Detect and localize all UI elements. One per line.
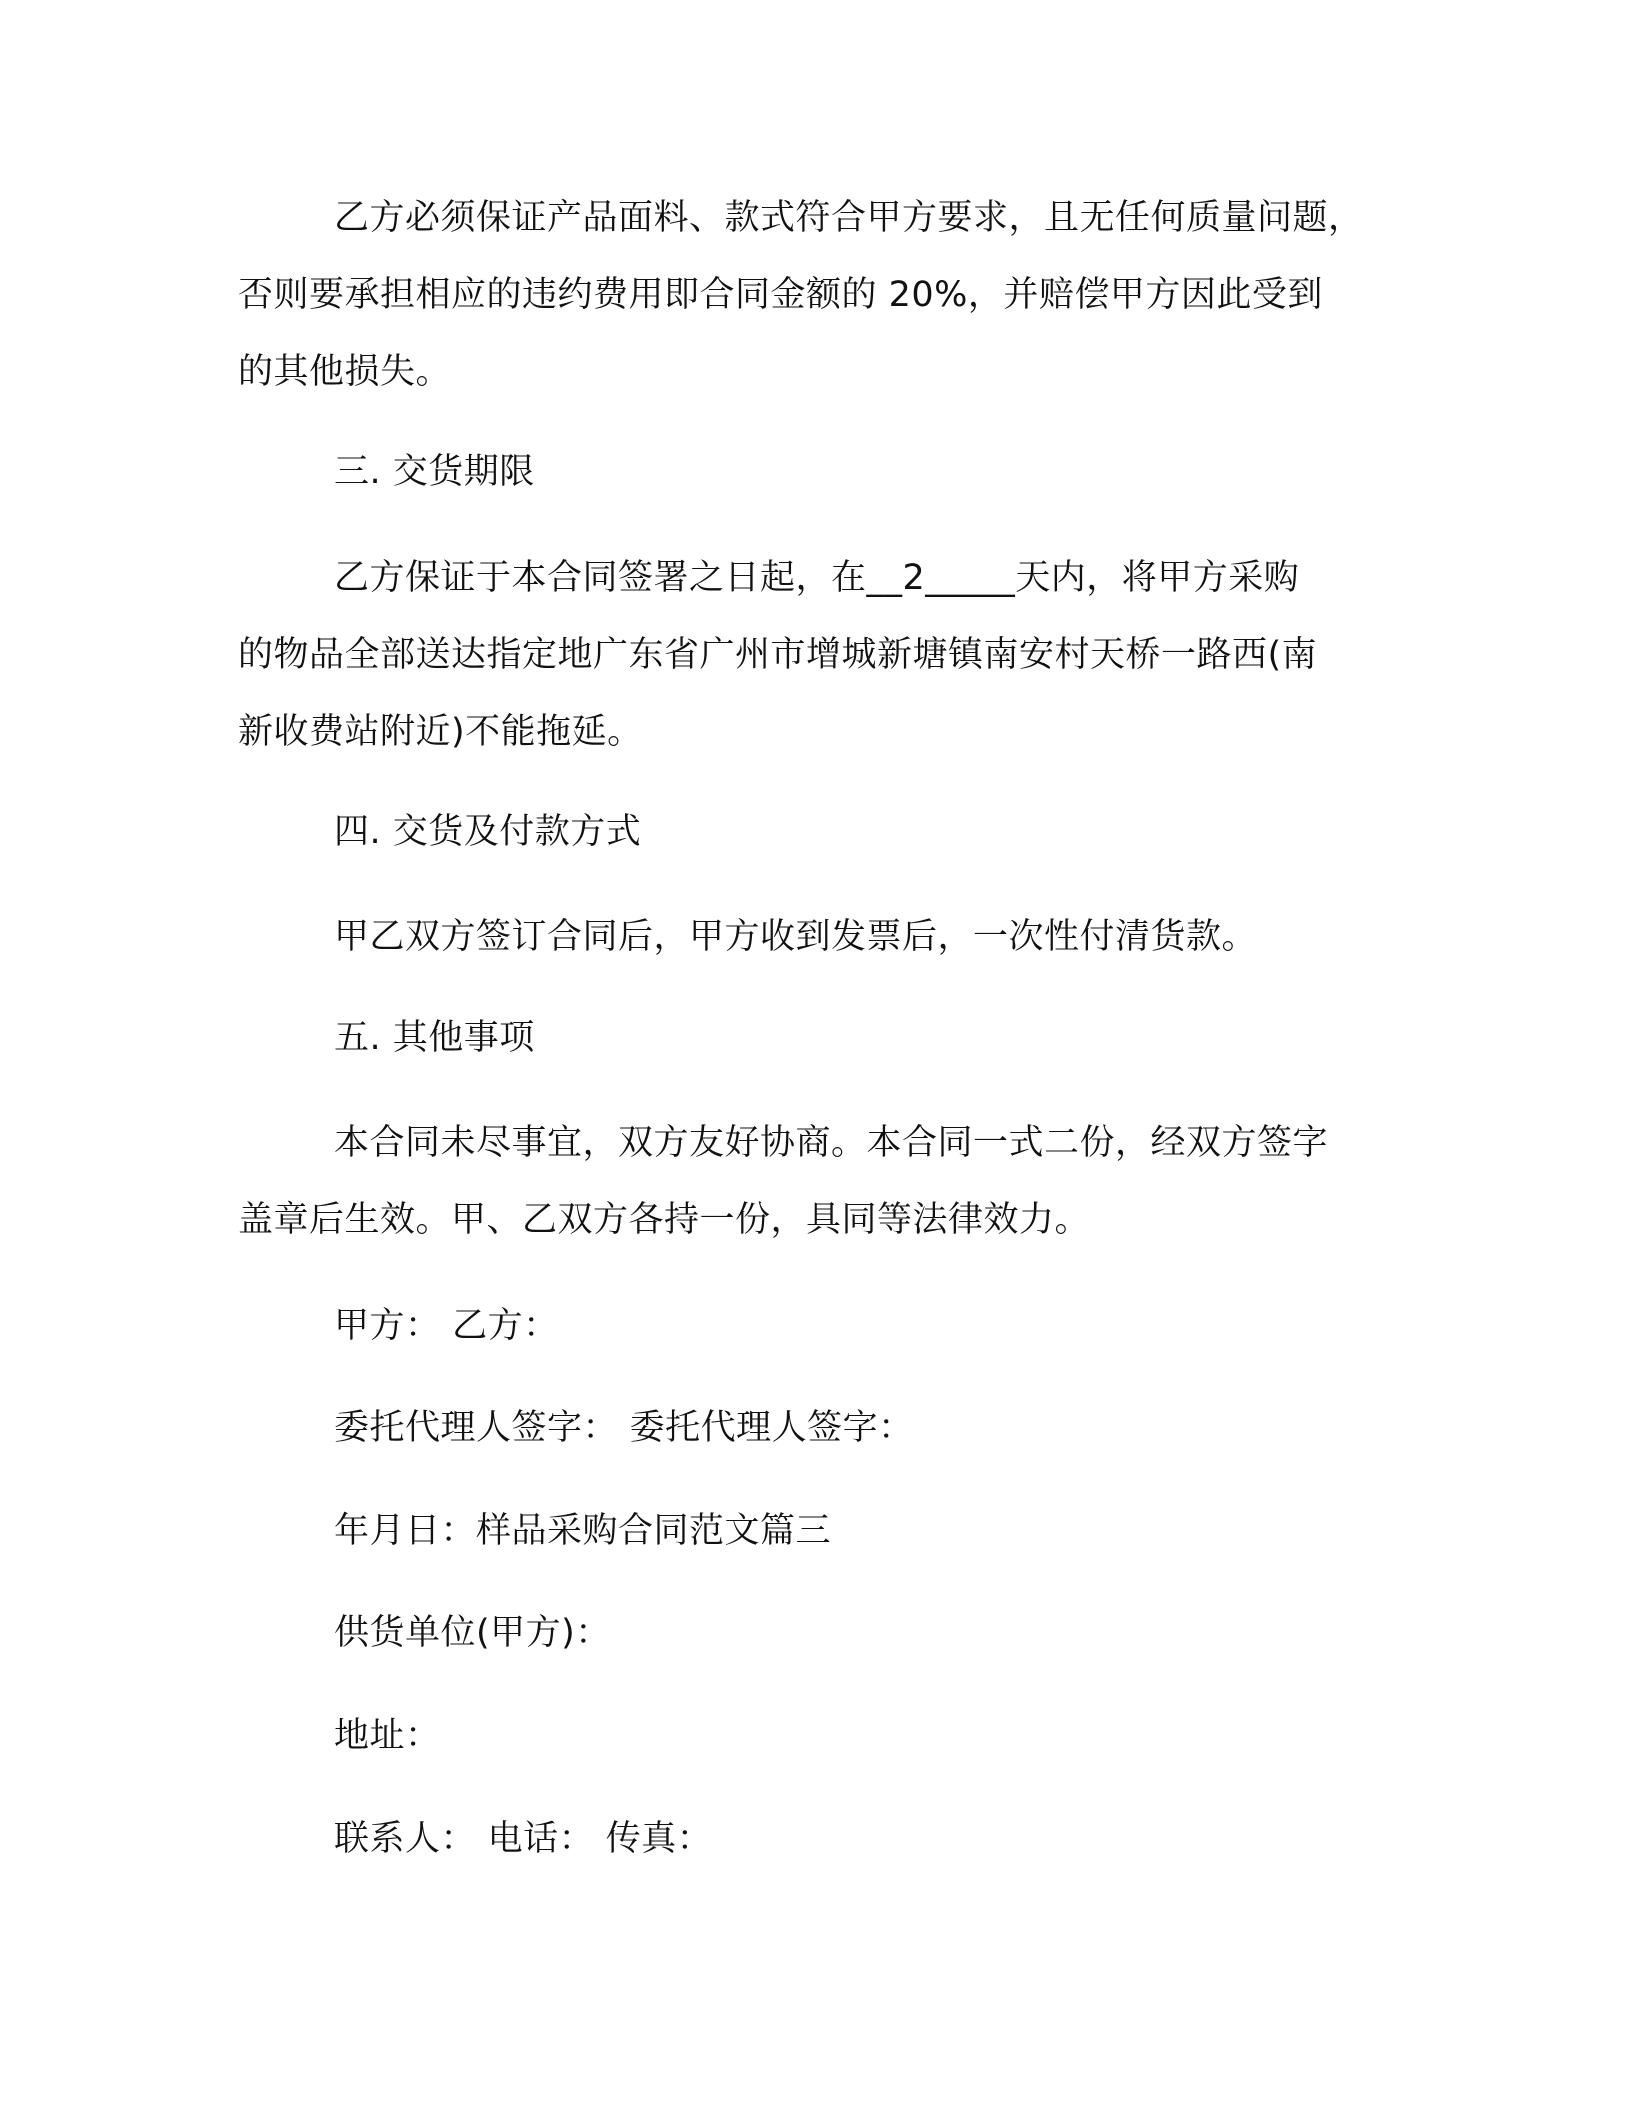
paragraph-quality-line-3: 的其他损失。 bbox=[238, 352, 452, 392]
date-and-title-line: 年月日：样品采购合同范文篇三 bbox=[334, 1511, 832, 1551]
paragraph-other-line-2: 盖章后生效。甲、乙双方各持一份，具同等法律效力。 bbox=[238, 1200, 1091, 1240]
paragraph-delivery-line-1: 乙方保证于本合同签署之日起，在__2_____天内，将甲方采购 bbox=[334, 558, 1300, 598]
paragraph-quality-line-1: 乙方必须保证产品面料、款式符合甲方要求，且无任何质量问题， bbox=[334, 198, 1364, 238]
address-label: 地址： bbox=[334, 1716, 441, 1756]
paragraph-quality-line-2: 否则要承担相应的违约费用即合同金额的 20%，并赔偿甲方因此受到 bbox=[238, 275, 1323, 315]
paragraph-other-line-1: 本合同未尽事宜，双方友好协商。本合同一式二份，经双方签字 bbox=[334, 1123, 1329, 1163]
section-heading-other-matters: 五. 其他事项 bbox=[334, 1018, 535, 1058]
contact-labels: 联系人： 电话： 传真： bbox=[334, 1819, 713, 1859]
paragraph-delivery-line-2: 的物品全部送达指定地广东省广州市增城新塘镇南安村天桥一路西(南 bbox=[238, 635, 1318, 675]
section-heading-payment: 四. 交货及付款方式 bbox=[334, 812, 642, 852]
party-labels: 甲方： 乙方： bbox=[334, 1306, 559, 1346]
paragraph-payment: 甲乙双方签订合同后，甲方收到发票后，一次性付清货款。 bbox=[334, 917, 1258, 957]
section-heading-delivery-period: 三. 交货期限 bbox=[334, 452, 535, 492]
supplier-label: 供货单位(甲方)： bbox=[334, 1613, 611, 1653]
agent-signature-labels: 委托代理人签字： 委托代理人签字： bbox=[334, 1408, 914, 1448]
paragraph-delivery-line-3: 新收费站附近)不能拖延。 bbox=[238, 712, 643, 752]
